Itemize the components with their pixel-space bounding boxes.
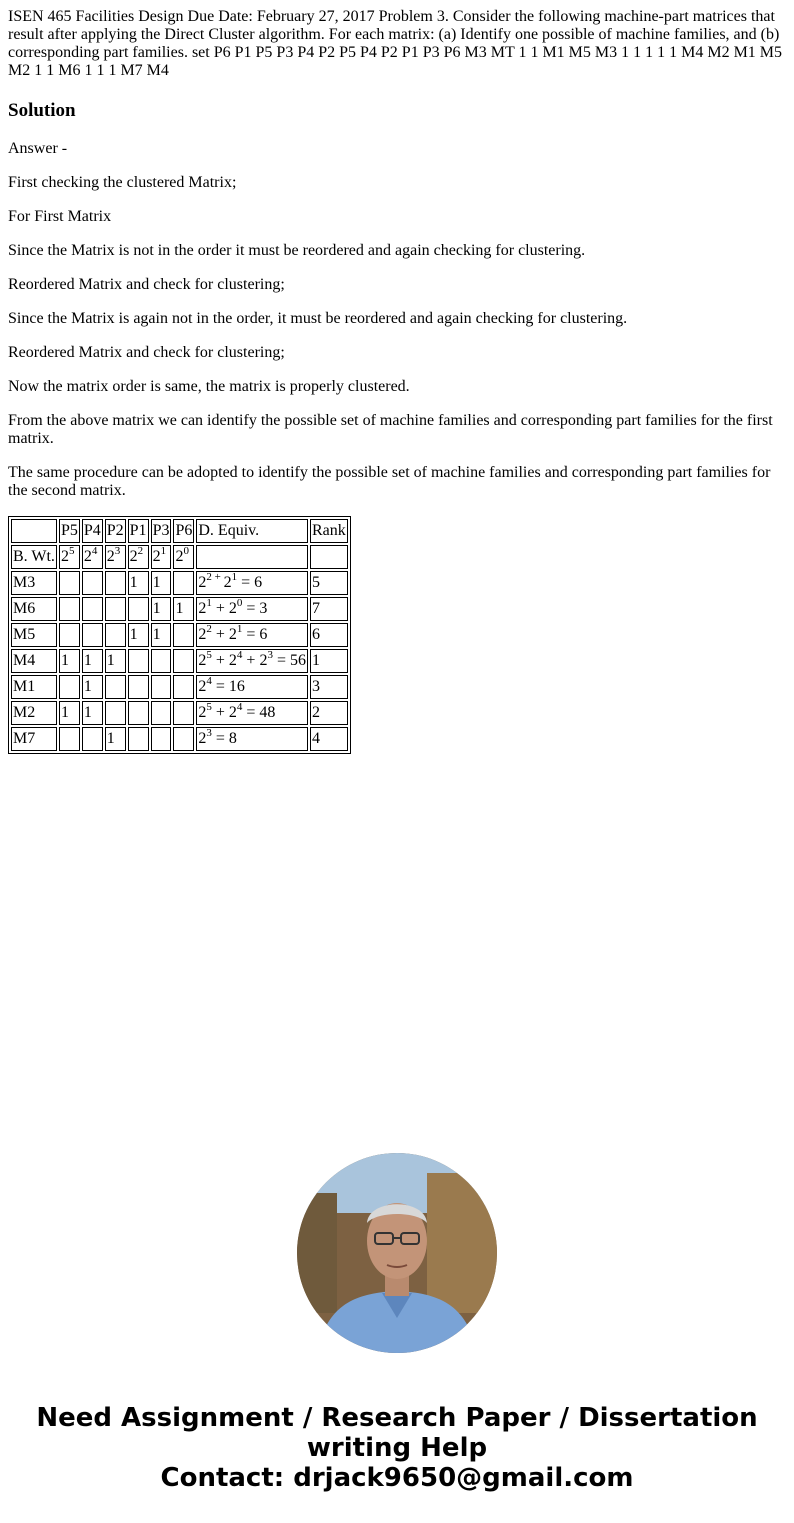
equiv-cell <box>196 701 308 725</box>
rank-cell: 3 <box>310 675 348 699</box>
equiv-exponent: 0 <box>236 596 243 609</box>
equiv-exponent: 3 <box>267 648 273 661</box>
table-row <box>11 623 348 647</box>
matrix-cell <box>105 571 126 595</box>
equiv-cell <box>196 623 308 647</box>
promo-banner <box>0 1403 794 1493</box>
matrix-cell: 1 <box>151 571 172 595</box>
equiv-cell <box>196 675 308 699</box>
matrix-cell <box>151 727 172 751</box>
matrix-cell <box>59 727 80 751</box>
header-cell: P4 <box>82 519 103 543</box>
matrix-cell <box>105 701 126 725</box>
equiv-exponent: 1 <box>206 596 212 609</box>
table-row <box>11 675 348 699</box>
equiv-cell <box>196 649 308 673</box>
matrix-cell: 1 <box>173 597 194 621</box>
equiv-exponent: 4 <box>236 648 243 661</box>
equiv-cell <box>196 727 308 751</box>
matrix-cell <box>151 675 172 699</box>
table-row <box>11 727 348 751</box>
machine-label: M3 <box>11 571 57 595</box>
paragraph: Reordered Matrix and check for clustering; <box>8 344 285 361</box>
equiv-base: 2 <box>228 626 237 643</box>
paragraph: Since the Matrix is not in the order it must be reordered and again checking for clustering. <box>8 242 586 259</box>
rank-cell: 5 <box>310 571 348 595</box>
weight-base: 2 <box>129 548 138 565</box>
paragraph: Since the Matrix is again not in the order, it must be reordered and again checking for clustering. <box>8 310 628 327</box>
equiv-result: = 56 <box>272 652 306 669</box>
matrix-cell <box>59 571 80 595</box>
matrix-cell: 1 <box>82 701 103 725</box>
matrix-cell: 1 <box>105 649 126 673</box>
matrix-cell: 1 <box>59 701 80 725</box>
matrix-cell <box>59 623 80 647</box>
weight-exponent: 4 <box>91 544 98 557</box>
weight-base: 2 <box>175 548 184 565</box>
rank-cell <box>310 545 348 569</box>
machine-label: M1 <box>11 675 57 699</box>
machine-label: M6 <box>11 597 57 621</box>
problem-statement: ISEN 465 Facilities Design Due Date: February 27, 2017 Problem 3. Consider the following machine-part matrices that result after applying the Direct Cluster algorithm. For each matrix: (a) Identify one possible of machine families, and (b) corresponding part families. set P6 P1 P5 P3 P4 P2 P5 P4 P2 P1 P3 P6 M3 MT 1 1 M1 M5 M3 1 1 1 1 1 M4 M2 M1 M5 M2 1 1 M6 1 1 1 M7 M4 <box>8 8 783 79</box>
equiv-base: 2 <box>228 704 237 721</box>
rank-cell: 4 <box>310 727 348 751</box>
promo-contact: Contact: drjack9650@gmail.com <box>160 1463 634 1493</box>
matrix-cell: 1 <box>151 623 172 647</box>
weight-base: 2 <box>152 548 161 565</box>
rank-cell: 2 <box>310 701 348 725</box>
equiv-operator: + <box>211 704 229 721</box>
equiv-exponent: 3 <box>206 726 212 739</box>
header-cell <box>11 519 57 543</box>
equiv-result: = 16 <box>211 678 245 695</box>
equiv-exponent: 1 <box>231 570 238 583</box>
weight-exponent: 2 <box>137 544 144 557</box>
promo-line-2: writing Help <box>306 1433 488 1463</box>
matrix-cell <box>105 623 126 647</box>
header-cell: P5 <box>59 519 80 543</box>
equiv-result: = 6 <box>242 626 268 643</box>
paragraph: Now the matrix order is same, the matrix is properly clustered. <box>8 378 410 395</box>
matrix-cell <box>173 675 194 699</box>
rank-cell: 6 <box>310 623 348 647</box>
equiv-operator: + <box>242 652 260 669</box>
table-row <box>11 649 348 673</box>
header-cell: P3 <box>151 519 172 543</box>
matrix-cell <box>128 727 149 751</box>
table-row <box>11 571 348 595</box>
rank-cell: 1 <box>310 649 348 673</box>
paragraph: From the above matrix we can identify the possible set of machine families and corresponding part families for the first matrix. <box>8 412 773 447</box>
answer-label: Answer - <box>8 140 68 157</box>
weight-cell <box>105 545 126 569</box>
equiv-cell <box>196 545 308 569</box>
weight-cell <box>173 545 194 569</box>
author-avatar <box>297 1153 497 1353</box>
paragraph: First checking the clustered Matrix; <box>8 174 237 191</box>
machine-part-matrix-table <box>8 516 351 754</box>
binary-weight-row <box>11 545 348 569</box>
matrix-cell <box>151 701 172 725</box>
weight-cell <box>59 545 80 569</box>
equiv-exponent: 1 <box>236 622 243 635</box>
equiv-result: = 3 <box>242 600 268 617</box>
table-row <box>11 701 348 725</box>
equiv-exponent: 5 <box>206 700 212 713</box>
table-header-row <box>11 519 348 543</box>
matrix-cell: 1 <box>128 623 149 647</box>
machine-label: M7 <box>11 727 57 751</box>
matrix-cell: 1 <box>82 649 103 673</box>
row-label: B. Wt. <box>11 545 57 569</box>
solution-paragraphs <box>8 140 786 500</box>
matrix-cell <box>128 597 149 621</box>
matrix-cell <box>128 649 149 673</box>
matrix-cell <box>59 675 80 699</box>
equiv-base: 2 <box>198 678 207 695</box>
header-cell: D. Equiv. <box>196 519 308 543</box>
paragraph: The same procedure can be adopted to identify the possible set of machine families and corresponding part families for the second matrix. <box>8 464 771 499</box>
equiv-operator: + <box>211 626 229 643</box>
equiv-base: 2 <box>198 574 207 591</box>
matrix-cell <box>128 675 149 699</box>
paragraph: For First Matrix <box>8 208 112 225</box>
promo-line-1: Need Assignment / Research Paper / Dissertation <box>36 1403 758 1433</box>
equiv-operator: + <box>211 600 229 617</box>
matrix-cell <box>82 727 103 751</box>
header-cell: P2 <box>105 519 126 543</box>
matrix-cell: 1 <box>128 571 149 595</box>
weight-cell <box>82 545 103 569</box>
matrix-cell <box>59 597 80 621</box>
machine-label: M5 <box>11 623 57 647</box>
equiv-result: = 48 <box>242 704 276 721</box>
document-body <box>8 8 786 754</box>
weight-base: 2 <box>106 548 115 565</box>
equiv-base: 2 <box>198 626 207 643</box>
solution-heading: Solution <box>8 100 76 121</box>
header-cell: Rank <box>310 519 348 543</box>
matrix-cell: 1 <box>59 649 80 673</box>
paragraph: Reordered Matrix and check for clustering; <box>8 276 285 293</box>
weight-exponent: 5 <box>68 544 75 557</box>
author-photo <box>297 1153 497 1353</box>
matrix-cell <box>82 571 103 595</box>
matrix-cell <box>173 649 194 673</box>
equiv-exponent: 5 <box>206 648 212 661</box>
weight-cell <box>151 545 172 569</box>
equiv-base: 2 <box>198 652 207 669</box>
header-cell: P1 <box>128 519 149 543</box>
matrix-cell <box>173 701 194 725</box>
equiv-base: 2 <box>198 704 207 721</box>
matrix-cell <box>151 649 172 673</box>
weight-cell <box>128 545 149 569</box>
machine-label: M2 <box>11 701 57 725</box>
weight-exponent: 3 <box>114 544 121 557</box>
rank-cell: 7 <box>310 597 348 621</box>
matrix-cell: 1 <box>82 675 103 699</box>
equiv-exponent: 4 <box>206 674 212 687</box>
table-row <box>11 597 348 621</box>
matrix-cell <box>82 623 103 647</box>
equiv-operator: + <box>211 570 224 583</box>
equiv-base: 2 <box>198 730 207 747</box>
equiv-result: = 6 <box>237 574 263 591</box>
equiv-exponent: 4 <box>236 700 243 713</box>
header-cell: P6 <box>173 519 194 543</box>
machine-label: M4 <box>11 649 57 673</box>
equiv-base: 2 <box>228 652 237 669</box>
equiv-cell <box>196 597 308 621</box>
weight-base: 2 <box>83 548 92 565</box>
equiv-base: 2 <box>223 574 232 591</box>
matrix-cell <box>173 571 194 595</box>
matrix-cell: 1 <box>105 727 126 751</box>
matrix-cell <box>105 675 126 699</box>
weight-exponent: 1 <box>160 544 167 557</box>
weight-exponent: 0 <box>183 544 189 557</box>
matrix-cell: 1 <box>151 597 172 621</box>
equiv-result: = 8 <box>211 730 237 747</box>
equiv-exponent: 2 <box>206 622 212 635</box>
matrix-cell <box>105 597 126 621</box>
equiv-base: 2 <box>198 600 207 617</box>
equiv-base: 2 <box>228 600 237 617</box>
equiv-base: 2 <box>259 652 268 669</box>
matrix-cell <box>173 623 194 647</box>
equiv-operator: + <box>211 652 229 669</box>
equiv-exponent: 2 <box>206 570 212 583</box>
equiv-cell <box>196 571 308 595</box>
weight-base: 2 <box>60 548 69 565</box>
matrix-cell <box>173 727 194 751</box>
matrix-cell <box>128 701 149 725</box>
matrix-cell <box>82 597 103 621</box>
